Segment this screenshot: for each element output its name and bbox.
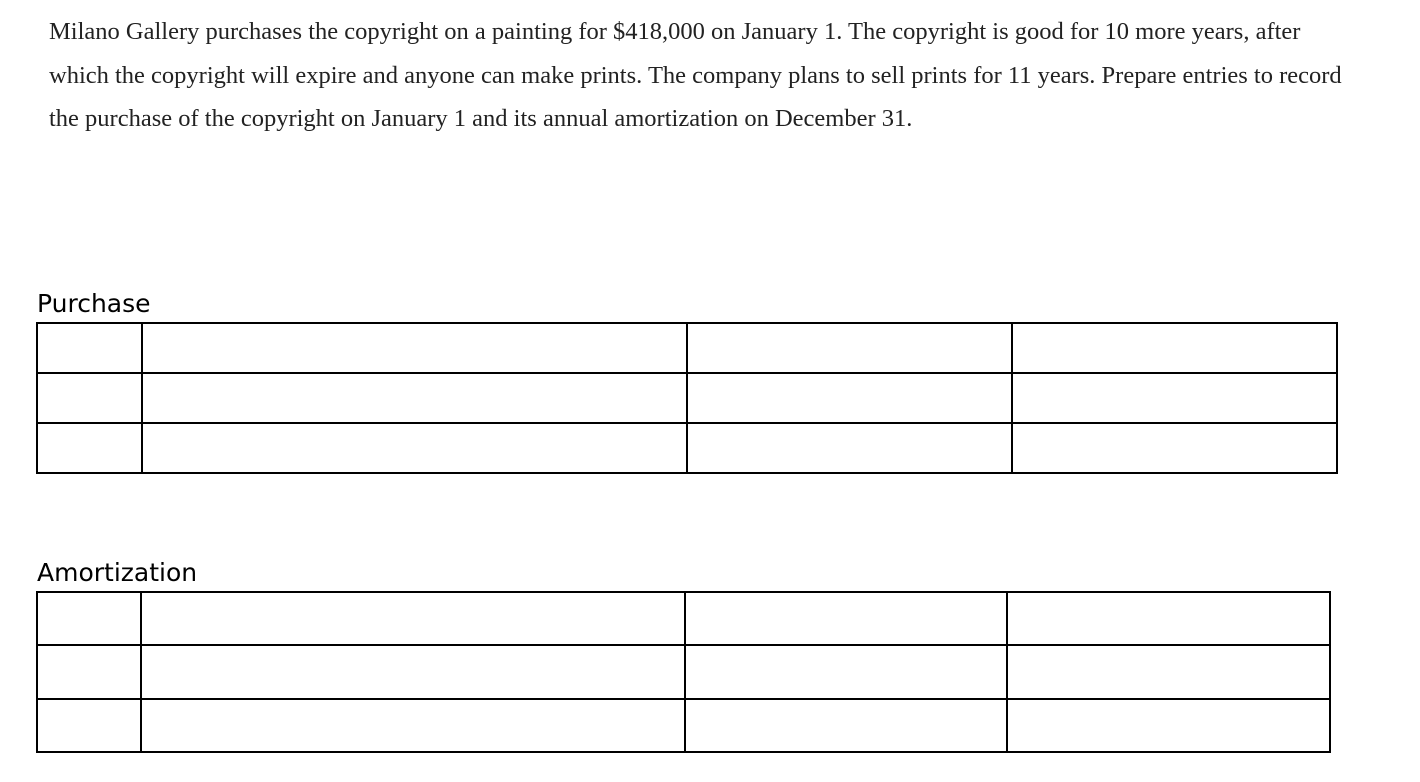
account-cell[interactable] bbox=[142, 373, 687, 423]
credit-cell[interactable] bbox=[1007, 592, 1330, 645]
account-cell[interactable] bbox=[141, 699, 685, 752]
debit-cell[interactable] bbox=[685, 645, 1007, 698]
debit-cell[interactable] bbox=[687, 373, 1013, 423]
table-row bbox=[37, 373, 1337, 423]
date-cell[interactable] bbox=[37, 373, 142, 423]
credit-cell[interactable] bbox=[1012, 323, 1337, 373]
account-cell[interactable] bbox=[142, 323, 687, 373]
purchase-heading: Purchase bbox=[37, 289, 151, 318]
date-cell[interactable] bbox=[37, 645, 141, 698]
debit-cell[interactable] bbox=[687, 323, 1013, 373]
credit-cell[interactable] bbox=[1007, 645, 1330, 698]
table-row bbox=[37, 592, 1330, 645]
date-cell[interactable] bbox=[37, 323, 142, 373]
table-row bbox=[37, 699, 1330, 752]
table-row bbox=[37, 645, 1330, 698]
table-row bbox=[37, 423, 1337, 473]
amortization-heading: Amortization bbox=[37, 558, 198, 587]
account-cell[interactable] bbox=[141, 592, 685, 645]
amortization-journal-table bbox=[36, 591, 1331, 753]
debit-cell[interactable] bbox=[685, 592, 1007, 645]
credit-cell[interactable] bbox=[1012, 423, 1337, 473]
debit-cell[interactable] bbox=[685, 699, 1007, 752]
credit-cell[interactable] bbox=[1012, 373, 1337, 423]
date-cell[interactable] bbox=[37, 423, 142, 473]
date-cell[interactable] bbox=[37, 592, 141, 645]
table-row bbox=[37, 323, 1337, 373]
account-cell[interactable] bbox=[142, 423, 687, 473]
credit-cell[interactable] bbox=[1007, 699, 1330, 752]
problem-statement: Milano Gallery purchases the copyright on a painting for $418,000 on January 1. The copyright is good for 10 more years, after which the copyright will expire and anyone can make prints. The company plans to sell prints for 11 years. Prepare entries to record the purchase of the copyright on January 1 and its annual amortization on December 31. bbox=[49, 18, 1342, 133]
debit-cell[interactable] bbox=[687, 423, 1013, 473]
purchase-journal-table bbox=[36, 322, 1338, 474]
date-cell[interactable] bbox=[37, 699, 141, 752]
account-cell[interactable] bbox=[141, 645, 685, 698]
